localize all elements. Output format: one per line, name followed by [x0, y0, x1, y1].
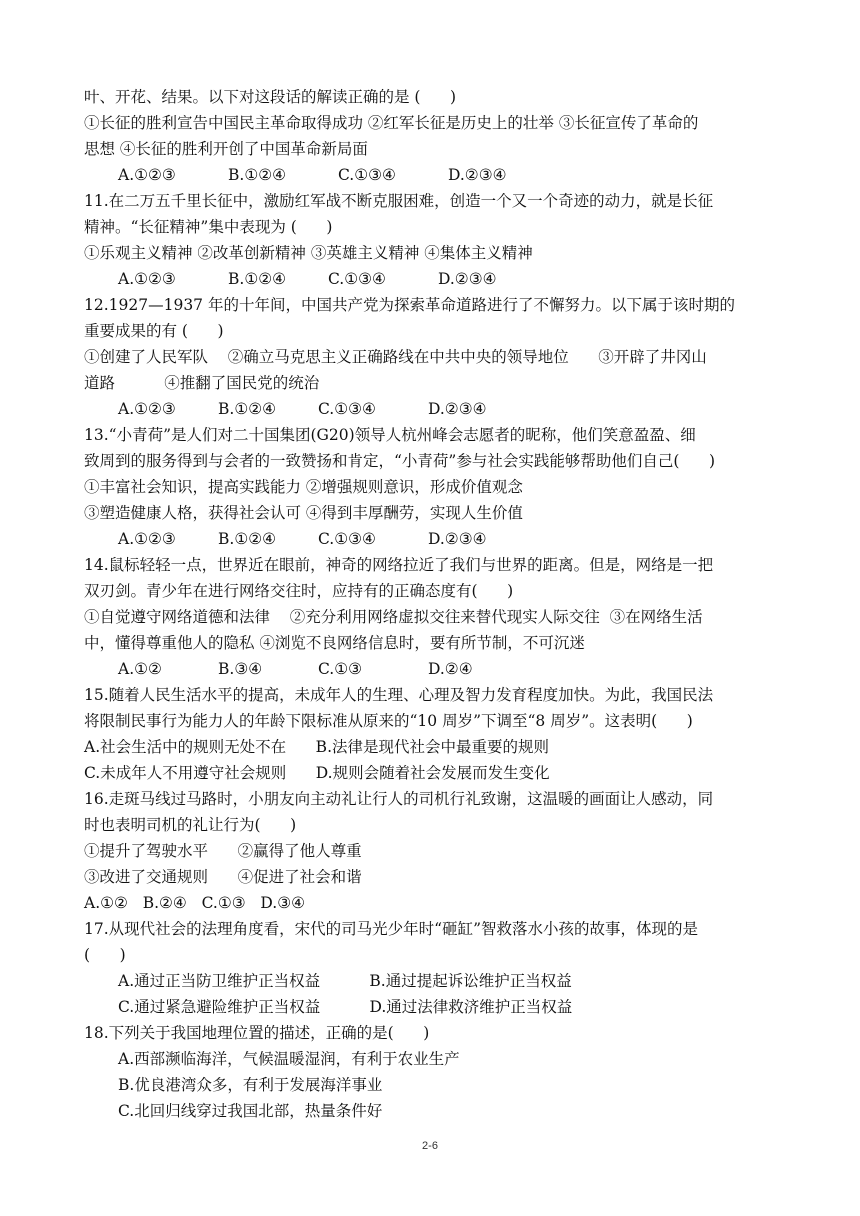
option-b: B.①②④ [218, 400, 277, 418]
q13-options [84, 526, 784, 552]
option-c: C.①③④ [328, 270, 386, 288]
option-c: C.①③④ [338, 166, 396, 184]
text-line: A.①② B.②④ C.①③ D.③④ [84, 894, 305, 912]
option-b: B.①②④ [218, 530, 277, 548]
text-line: A.通过正当防卫维护正当权益 B.通过提起诉讼维护正当权益 [118, 972, 572, 990]
text-line: 将限制民事行为能力人的年龄下限标准从原来的“10 周岁”下调至“8 周岁”。这表明( ) [84, 712, 693, 730]
option-d: D.②③④ [438, 270, 497, 288]
option-c: C.①③④ [318, 530, 376, 548]
text-line: ①自觉遵守网络道德和法律 ②充分利用网络虚拟交往来替代现实人际交往 ③在网络生活 [84, 608, 703, 626]
option-b: B.①②④ [228, 270, 287, 288]
option-d: D.②③④ [428, 530, 487, 548]
option-d: D.②③④ [448, 166, 507, 184]
text-line: 重要成果的有 ( ) [84, 322, 224, 340]
text-line: C.未成年人不用遵守社会规则 D.规则会随着社会发展而发生变化 [84, 764, 550, 782]
option-d: D.②④ [428, 660, 473, 678]
option-a: A.①② [118, 660, 162, 678]
text-line: 双刃剑。青少年在进行网络交往时，应持有的正确态度有( ) [84, 582, 514, 600]
option-a: A.①②③ [118, 166, 176, 184]
q10-options [84, 162, 784, 188]
text-line: ①长征的胜利宣告中国民主革命取得成功 ②红军长征是历史上的壮举 ③长征宣传了革命的 [84, 114, 699, 132]
text-line: C.北回归线穿过我国北部，热量条件好 [118, 1102, 383, 1120]
page-number: 2-6 [422, 1140, 438, 1152]
question-15-stem: 15.随着人民生活水平的提高，未成年人的生理、心理及智力发育程度加快。为此，我国民法 [84, 686, 714, 704]
option-a: A.①②③ [118, 400, 176, 418]
text-line: ①提升了驾驶水平 ②赢得了他人尊重 [84, 842, 362, 860]
option-a: A.①②③ [118, 530, 176, 548]
text-line: 时也表明司机的礼让行为( ) [84, 816, 297, 834]
option-a: A.①②③ [118, 270, 176, 288]
question-11-stem: 11.在二万五千里长征中，激励红军战不断克服困难，创造一个又一个奇迹的动力，就是长征 [84, 192, 714, 210]
text-line: A.社会生活中的规则无处不在 B.法律是现代社会中最重要的规则 [84, 738, 550, 756]
text-line: ①丰富社会知识，提高实践能力 ②增强规则意识，形成价值观念 [84, 478, 523, 496]
text-line: 道路 ④推翻了国民党的统治 [84, 374, 320, 392]
question-14-stem: 14.鼠标轻轻一点，世界近在眼前，神奇的网络拉近了我们与世界的距离。但是，网络是一把 [84, 556, 714, 574]
question-17-stem: 17.从现代社会的法理角度看，宋代的司马光少年时“砸缸”智救落水小孩的故事，体现的是 [84, 920, 699, 938]
text-line: 致周到的服务得到与会者的一致赞扬和肯定，“小青荷”参与社会实践能够帮助他们自己( ) [84, 452, 716, 470]
question-16-stem: 16.走斑马线过马路时，小朋友向主动礼让行人的司机行礼致谢，这温暖的画面让人感动，同 [84, 790, 714, 808]
text-line: ①创建了人民军队 ②确立马克思主义正确路线在中共中央的领导地位 ③开辟了井冈山 [84, 348, 707, 366]
text-line: 叶、开花、结果。以下对这段话的解读正确的是 ( ) [84, 88, 457, 106]
text-line: 中，懂得尊重他人的隐私 ④浏览不良网络信息时，要有所节制，不可沉迷 [84, 634, 585, 652]
q11-options [84, 266, 784, 292]
option-c: C.①③ [318, 660, 363, 678]
text-line: C.通过紧急避险维护正当权益 D.通过法律救济维护正当权益 [118, 998, 573, 1016]
option-c: C.①③④ [318, 400, 376, 418]
question-13-stem: 13.“小青荷”是人们对二十国集团(G20)领导人杭州峰会志愿者的昵称，他们笑意盈盈、细 [84, 426, 696, 444]
option-d: D.②③④ [428, 400, 487, 418]
text-line: A.西部濒临海洋，气候温暖湿润，有利于农业生产 [118, 1050, 460, 1068]
text-line: ③改进了交通规则 ④促进了社会和谐 [84, 868, 362, 886]
text-line: ①乐观主义精神 ②改革创新精神 ③英雄主义精神 ④集体主义精神 [84, 244, 533, 262]
text-line: ③塑造健康人格，获得社会认可 ④得到丰厚酬劳，实现人生价值 [84, 504, 523, 522]
q14-options [84, 656, 784, 682]
text-line: 思想 ④长征的胜利开创了中国革命新局面 [84, 140, 368, 158]
question-12-stem: 12.1927—1937 年的十年间，中国共产党为探索革命道路进行了不懈努力。以下属于该时期的 [84, 296, 735, 314]
q12-options [84, 396, 784, 422]
text-line: ( ) [84, 946, 126, 964]
option-b: B.①②④ [228, 166, 287, 184]
text-line: B.优良港湾众多，有利于发展海洋事业 [118, 1076, 383, 1094]
text-line: 精神。“长征精神”集中表现为 ( ) [84, 218, 333, 236]
document-page [84, 84, 784, 1124]
option-b: B.③④ [218, 660, 263, 678]
question-18-stem: 18.下列关于我国地理位置的描述，正确的是( ) [84, 1024, 430, 1042]
